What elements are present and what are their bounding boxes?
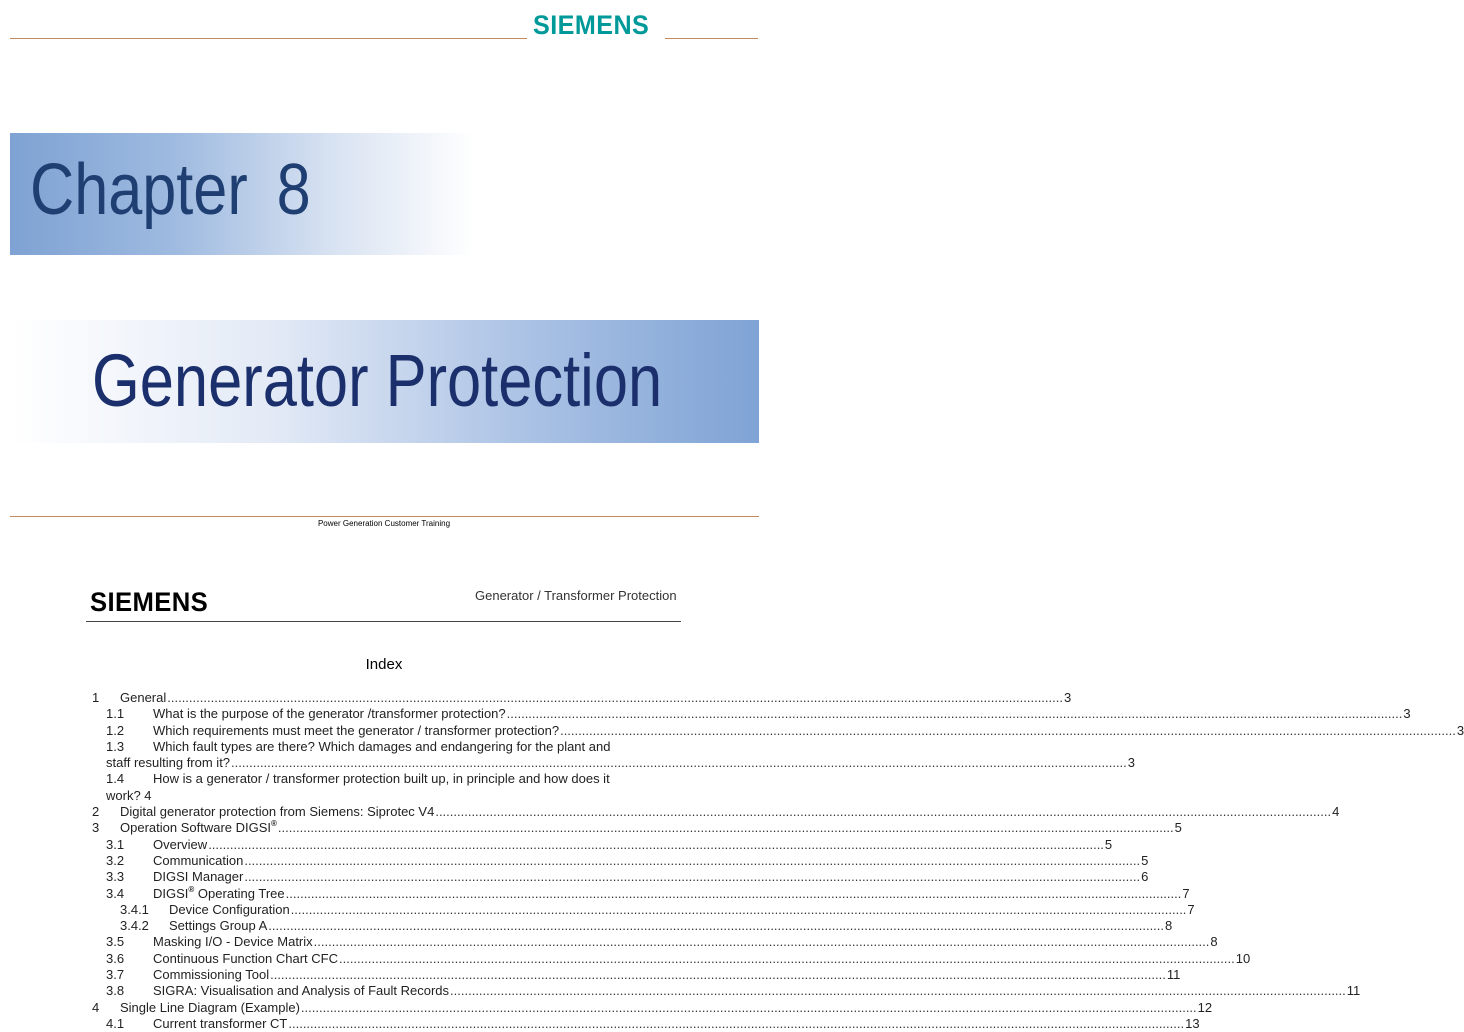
toc-entry-continuation: work? 4 <box>106 787 152 803</box>
table-of-contents <box>92 690 1464 1032</box>
toc-entry[interactable] <box>92 884 1190 902</box>
toc-entry-text: SIGRA: Visualisation and Analysis of Fault Records <box>153 983 450 999</box>
toc-entry-number: 3.8 <box>106 983 125 999</box>
toc-entry[interactable] <box>92 836 1113 853</box>
toc-entry-number: 1.1 <box>106 706 125 722</box>
toc-leader-dots <box>339 951 1235 967</box>
toc-entry-text: General <box>120 690 167 705</box>
toc-entry-title <box>153 869 243 885</box>
toc-entry[interactable] <box>92 950 1251 967</box>
toc-entry-text-suffix: Operating Tree <box>194 885 285 901</box>
toc-leader-dots <box>288 1016 1184 1032</box>
toc-entry-title <box>120 690 166 706</box>
toc-leader-dots <box>278 820 1174 836</box>
header-rule-left <box>10 38 527 39</box>
toc-entry[interactable] <box>92 819 1182 836</box>
toc-entry-text: Overview <box>153 836 208 852</box>
chapter-title: Generator Protection <box>92 339 663 422</box>
toc-entry-title <box>153 951 338 967</box>
toc-page-number: 11 <box>1346 983 1361 999</box>
toc-entry-text: DIGSI Manager <box>153 869 244 885</box>
toc-entry-title <box>153 886 285 902</box>
toc-entry[interactable] <box>92 1015 1200 1032</box>
toc-page-number: 4 <box>1332 804 1340 820</box>
doc-siemens-logo: SIEMENS <box>90 587 209 617</box>
toc-entry[interactable] <box>92 934 1218 950</box>
toc-entry-continuation: staff resulting from it? <box>106 755 231 771</box>
toc-page-number: 3 <box>1127 755 1136 771</box>
toc-entry-number: 3.4 <box>106 885 125 901</box>
toc-entry-text: DIGSI <box>153 885 189 901</box>
toc-entry[interactable] <box>92 690 1072 706</box>
doc-header-rule <box>86 621 681 622</box>
siemens-logo: SIEMENS <box>533 10 650 40</box>
toc-entry-number: 3.3 <box>106 869 125 885</box>
toc-entry-title <box>120 820 277 836</box>
toc-entry-number: 3.2 <box>106 852 125 868</box>
toc-entry-title <box>153 723 559 739</box>
footer-rule <box>10 516 759 517</box>
toc-entry-title <box>153 837 207 853</box>
toc-entry-text: Communication <box>153 852 244 868</box>
registered-mark: ® <box>188 884 195 894</box>
toc-entry-title <box>120 1000 300 1016</box>
toc-entry[interactable] <box>92 983 1361 999</box>
toc-entry-title <box>153 934 313 950</box>
toc-entry-text: Which requirements must meet the generator / transformer protection? <box>153 722 560 738</box>
toc-entry-number: 1.3 <box>106 738 125 754</box>
toc-leader-dots <box>244 869 1140 885</box>
toc-entry-text: Device Configuration <box>169 901 290 917</box>
toc-leader-dots <box>286 886 1182 902</box>
toc-entry[interactable] <box>92 722 1464 739</box>
toc-page-number: 11 <box>1166 967 1181 983</box>
toc-leader-dots <box>208 837 1104 853</box>
toc-entry-number: 3.4.2 <box>120 918 149 934</box>
toc-entry-number: 3.4.1 <box>120 901 149 917</box>
toc-leader-dots <box>301 1000 1197 1016</box>
toc-entry[interactable] <box>92 918 1173 934</box>
toc-leader-dots <box>167 690 1063 706</box>
toc-page-number: 5 <box>1174 820 1182 836</box>
toc-leader-dots <box>507 706 1403 722</box>
toc-page-number: 12 <box>1197 999 1213 1015</box>
registered-mark: ® <box>271 819 277 829</box>
toc-entry-number: 4 <box>92 999 100 1015</box>
toc-entry-title <box>169 902 290 918</box>
toc-entry-number: 3.7 <box>106 967 125 983</box>
toc-entry[interactable] <box>92 706 1411 722</box>
toc-entry-text: Which fault types are there? Which damages and endangering for the plant and <box>153 738 611 754</box>
toc-entry[interactable] <box>92 738 1136 772</box>
toc-entry-title <box>153 967 269 983</box>
toc-page-number: 13 <box>1185 1015 1200 1031</box>
toc-leader-dots <box>268 918 1164 934</box>
toc-entry-number: 1.2 <box>106 722 125 738</box>
toc-entry[interactable] <box>92 901 1195 918</box>
toc-page-number: 8 <box>1210 934 1218 950</box>
toc-leader-dots <box>450 983 1346 999</box>
toc-entry[interactable] <box>92 771 676 804</box>
toc-entry-text: Settings Group A <box>169 918 268 934</box>
toc-entry-title <box>153 706 506 722</box>
toc-page-number: 5 <box>1141 852 1149 868</box>
toc-entry-number: 4.1 <box>106 1015 125 1031</box>
toc-leader-dots <box>244 853 1140 869</box>
toc-page-number: 5 <box>1104 836 1113 852</box>
toc-entry[interactable] <box>92 804 1340 820</box>
toc-entry-title <box>153 853 243 869</box>
toc-entry-number: 2 <box>92 804 100 820</box>
toc-entry[interactable] <box>92 999 1213 1016</box>
toc-entry-text: Commissioning Tool <box>153 967 270 983</box>
toc-page-number: 3 <box>1456 722 1464 738</box>
toc-page-number: 7 <box>1187 901 1195 917</box>
toc-entry-text: Current transformer CT <box>153 1015 288 1031</box>
toc-entry-title <box>153 1016 287 1032</box>
toc-entry-number: 1 <box>92 690 100 705</box>
toc-entry[interactable] <box>92 869 1149 885</box>
toc-entry-text: Masking I/O - Device Matrix <box>153 934 313 950</box>
toc-entry-number: 3.5 <box>106 934 125 950</box>
toc-leader-dots <box>231 755 1127 771</box>
toc-leader-dots <box>270 967 1166 983</box>
toc-entry-number: 1.4 <box>106 771 125 787</box>
toc-entry-text: Continuous Function Chart CFC <box>153 950 338 966</box>
footer-caption: Power Generation Customer Training <box>317 519 451 528</box>
toc-leader-dots <box>435 804 1331 820</box>
toc-entry-title <box>153 983 449 999</box>
toc-entry-title <box>153 739 610 755</box>
toc-entry-text: Operation Software DIGSI <box>120 820 272 836</box>
doc-header-title: Generator / Transformer Protection <box>475 588 677 603</box>
toc-leader-dots <box>560 723 1456 739</box>
toc-page-number: 3 <box>1063 690 1072 705</box>
toc-page-number: 3 <box>1403 706 1411 722</box>
toc-entry-number: 3 <box>92 820 100 836</box>
toc-entry[interactable] <box>92 967 1181 983</box>
index-title: Index <box>365 656 403 673</box>
toc-entry[interactable] <box>92 852 1149 869</box>
header-rule-right <box>665 38 758 39</box>
chapter-heading: Chapter 8 <box>30 150 311 230</box>
toc-page-number: 6 <box>1141 869 1149 885</box>
toc-leader-dots <box>291 902 1187 918</box>
toc-entry-text: How is a generator / transformer protection built up, in principle and how does it <box>153 771 610 787</box>
toc-entry-number: 3.6 <box>106 950 125 966</box>
toc-entry-number: 3.1 <box>106 836 125 852</box>
toc-entry-text: What is the purpose of the generator /transformer protection? <box>153 706 506 722</box>
toc-entry-text: Single Line Diagram (Example) <box>120 999 300 1015</box>
toc-page-number: 10 <box>1235 950 1251 966</box>
toc-entry-title <box>169 918 267 934</box>
toc-entry-title <box>153 771 610 787</box>
toc-page-number: 7 <box>1182 885 1190 901</box>
toc-entry-text: Digital generator protection from Siemens: Siprotec V4 <box>120 804 435 820</box>
toc-leader-dots <box>314 934 1210 950</box>
toc-page-number: 8 <box>1165 918 1173 934</box>
toc-entry-title <box>120 804 434 820</box>
